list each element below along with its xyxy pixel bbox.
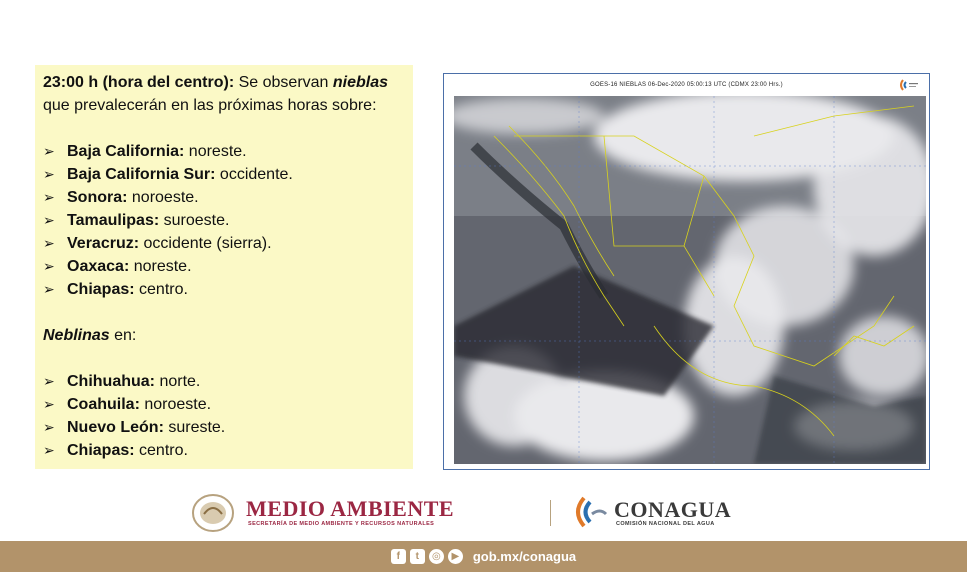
state-detail: norte.	[155, 373, 201, 390]
bullet-arrow-icon: ➢	[43, 143, 55, 159]
list-item	[43, 140, 405, 163]
list-item	[43, 163, 405, 186]
bullet-arrow-icon: ➢	[43, 419, 55, 435]
mexico-seal-icon	[190, 492, 236, 534]
youtube-icon[interactable]: ▶	[448, 549, 463, 564]
state-detail: sureste.	[163, 419, 226, 436]
state-name: Oaxaca:	[67, 258, 130, 275]
nieblas-list	[43, 140, 405, 301]
website-link[interactable]: gob.mx/conagua	[472, 549, 577, 564]
state-name: Coahuila:	[67, 396, 140, 413]
logos-bar	[0, 490, 967, 536]
state-detail: occidente (sierra).	[139, 235, 272, 252]
footer-bar	[0, 541, 967, 572]
time-label: 23:00 h (hora del centro):	[43, 74, 235, 91]
twitter-icon[interactable]: t	[410, 549, 425, 564]
instagram-icon[interactable]: ◎	[429, 549, 444, 564]
neblinas-heading	[43, 324, 405, 347]
list-item	[43, 186, 405, 209]
list-item	[43, 255, 405, 278]
bullet-arrow-icon: ➢	[43, 212, 55, 228]
bullet-arrow-icon: ➢	[43, 373, 55, 389]
bullet-arrow-icon: ➢	[43, 442, 55, 458]
state-detail: noroeste.	[139, 396, 212, 413]
bullet-arrow-icon: ➢	[43, 166, 55, 182]
conagua-small-logo-icon	[897, 78, 919, 92]
state-name: Nuevo León:	[67, 419, 164, 436]
neblinas-list	[43, 370, 405, 462]
intro-line-2: que prevalecerán en las próximas horas sobre:	[43, 97, 377, 114]
list-item	[43, 232, 405, 255]
medio-ambiente-subtitle: SECRETARÍA DE MEDIO AMBIENTE Y RECURSOS NATURALES	[248, 521, 435, 527]
list-item	[43, 370, 405, 393]
state-name: Veracruz:	[67, 235, 140, 252]
bullet-arrow-icon: ➢	[43, 258, 55, 274]
intro-line-1	[43, 71, 405, 94]
state-name: Tamaulipas:	[67, 212, 160, 229]
neblinas-rest: en:	[109, 327, 137, 344]
neblinas-emphasis: Neblinas	[43, 327, 110, 344]
state-name: Chihuahua:	[67, 373, 155, 390]
state-detail: centro.	[134, 281, 188, 298]
state-detail: occidente.	[215, 166, 293, 183]
state-name: Chiapas:	[67, 281, 135, 298]
logo-divider	[550, 500, 551, 526]
intro-text: Se observan	[234, 74, 333, 91]
list-item	[43, 439, 405, 462]
nieblas-emphasis: nieblas	[332, 74, 389, 91]
state-name: Baja California:	[67, 143, 185, 160]
list-item	[43, 278, 405, 301]
state-detail: noroeste.	[127, 189, 199, 206]
bullet-arrow-icon: ➢	[43, 281, 55, 297]
satellite-frame	[443, 73, 930, 470]
state-name: Chiapas:	[67, 442, 135, 459]
medio-ambiente-title: MEDIO AMBIENTE	[246, 496, 455, 521]
list-item	[43, 209, 405, 232]
conagua-subtitle: COMISIÓN NACIONAL DEL AGUA	[616, 521, 715, 527]
bullet-arrow-icon: ➢	[43, 189, 55, 205]
social-icons	[391, 549, 463, 564]
bullet-arrow-icon: ➢	[43, 235, 55, 251]
list-item	[43, 393, 405, 416]
state-detail: centro.	[134, 442, 188, 459]
conagua-logo-icon	[570, 494, 608, 530]
state-name: Sonora:	[67, 189, 128, 206]
state-detail: noreste.	[184, 143, 247, 160]
facebook-icon[interactable]: f	[391, 549, 406, 564]
bullet-arrow-icon: ➢	[43, 396, 55, 412]
state-detail: suroeste.	[159, 212, 230, 229]
satellite-title: GOES-16 NIEBLAS 06-Dec-2020 05:00:13 UTC (CDMX 23:00 Hrs.)	[590, 82, 783, 88]
state-detail: noreste.	[129, 258, 192, 275]
satellite-image	[454, 96, 926, 464]
conagua-title: CONAGUA	[614, 497, 732, 522]
state-name: Baja California Sur:	[67, 166, 216, 183]
forecast-textbox	[35, 65, 413, 469]
list-item	[43, 416, 405, 439]
